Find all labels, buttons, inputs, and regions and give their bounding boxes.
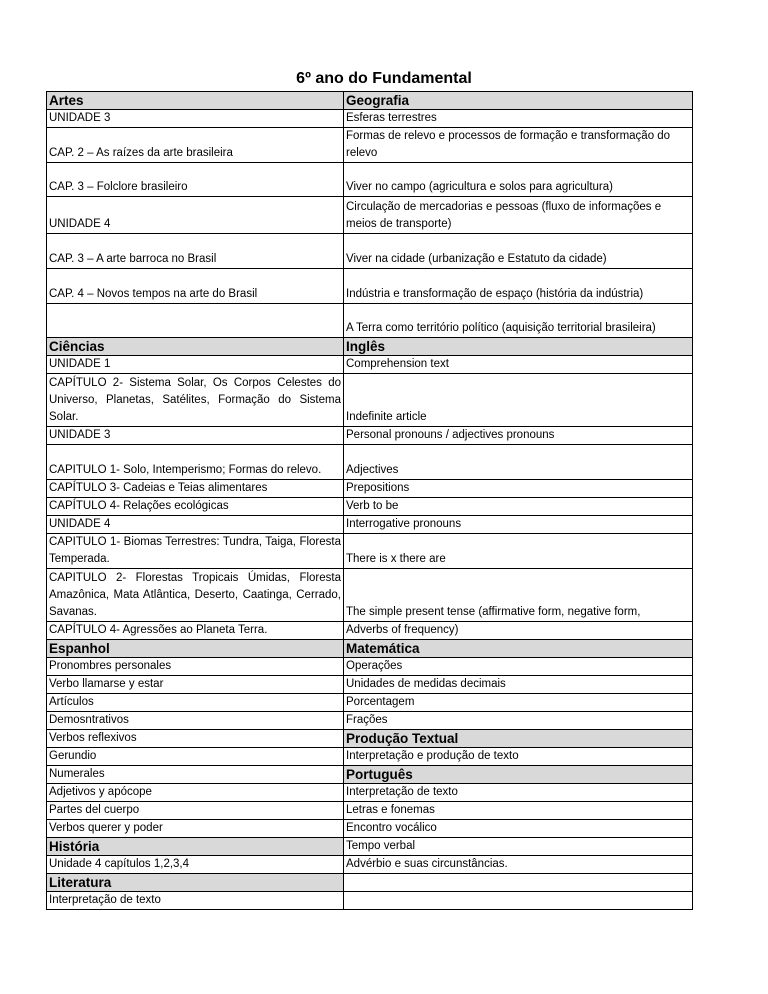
left-cell: CAPITULO 1- Solo, Intemperismo; Formas do relevo. — [47, 445, 344, 480]
right-cell: Viver na cidade (urbanização e Estatuto da cidade) — [344, 234, 693, 269]
curriculum-table — [46, 91, 693, 910]
left-cell: UNIDADE 3 — [47, 427, 344, 445]
right-cell — [344, 892, 693, 910]
table-row — [47, 480, 693, 498]
left-cell: CAPITULO 2- Florestas Tropicais Úmidas, Floresta Amazônica, Mata Atlântica, Deserto, Caatinga, Cerrado, Savanas. — [47, 569, 344, 622]
right-cell: There is x there are — [344, 534, 693, 569]
table-row — [47, 498, 693, 516]
left-cell: UNIDADE 4 — [47, 197, 344, 234]
right-cell: Tempo verbal — [344, 838, 693, 856]
right-cell: The simple present tense (affirmative form, negative form, — [344, 569, 693, 622]
left-cell: Demosntrativos — [47, 712, 344, 730]
right-cell: Formas de relevo e processos de formação e transformação do relevo — [344, 128, 693, 163]
left-cell: Artículos — [47, 694, 344, 712]
table-row — [47, 516, 693, 534]
left-cell: CAP. 2 – As raízes da arte brasileira — [47, 128, 344, 163]
right-cell: Personal pronouns / adjectives pronouns — [344, 427, 693, 445]
table-row — [47, 534, 693, 569]
table-row — [47, 856, 693, 874]
subject-header: Geografia — [344, 92, 693, 110]
subject-header: Artes — [47, 92, 344, 110]
left-cell: Partes del cuerpo — [47, 802, 344, 820]
table-row — [47, 197, 693, 234]
left-cell — [47, 304, 344, 338]
left-cell: Pronombres personales — [47, 658, 344, 676]
right-cell: Adverbs of frequency) — [344, 622, 693, 640]
table-row — [47, 304, 693, 338]
curriculum-table-body — [47, 92, 693, 910]
table-row — [47, 712, 693, 730]
table-row — [47, 784, 693, 802]
table-row — [47, 892, 693, 910]
subject-header: Inglês — [344, 338, 693, 356]
table-row — [47, 427, 693, 445]
right-cell: Operações — [344, 658, 693, 676]
table-row — [47, 269, 693, 304]
right-cell: Advérbio e suas circunstâncias. — [344, 856, 693, 874]
table-row — [47, 128, 693, 163]
right-cell: Frações — [344, 712, 693, 730]
left-cell: CAPÍTULO 4- Agressões ao Planeta Terra. — [47, 622, 344, 640]
right-cell: Indefinite article — [344, 374, 693, 427]
right-cell: Viver no campo (agricultura e solos para agricultura) — [344, 163, 693, 197]
left-cell: CAP. 4 – Novos tempos na arte do Brasil — [47, 269, 344, 304]
left-cell: UNIDADE 3 — [47, 110, 344, 128]
table-row — [47, 694, 693, 712]
left-cell: Verbos reflexivos — [47, 730, 344, 748]
table-row — [47, 874, 693, 892]
right-cell: Interpretação de texto — [344, 784, 693, 802]
right-cell: Comprehension text — [344, 356, 693, 374]
right-cell: Adjectives — [344, 445, 693, 480]
table-row — [47, 748, 693, 766]
table-row — [47, 445, 693, 480]
left-cell: Gerundio — [47, 748, 344, 766]
table-row — [47, 838, 693, 856]
right-cell: Unidades de medidas decimais — [344, 676, 693, 694]
subject-header: Português — [344, 766, 693, 784]
right-cell: Indústria e transformação de espaço (história da indústria) — [344, 269, 693, 304]
right-cell: A Terra como território político (aquisição territorial brasileira) — [344, 304, 693, 338]
left-cell: CAP. 3 – A arte barroca no Brasil — [47, 234, 344, 269]
table-row — [47, 338, 693, 356]
right-cell: Interrogative pronouns — [344, 516, 693, 534]
right-cell: Verb to be — [344, 498, 693, 516]
left-cell: Interpretação de texto — [47, 892, 344, 910]
right-cell: Letras e fonemas — [344, 802, 693, 820]
right-cell: Circulação de mercadorias e pessoas (fluxo de informações e meios de transporte) — [344, 197, 693, 234]
left-cell: UNIDADE 1 — [47, 356, 344, 374]
table-row — [47, 766, 693, 784]
left-cell: CAP. 3 – Folclore brasileiro — [47, 163, 344, 197]
table-row — [47, 802, 693, 820]
left-cell: Adjetivos y apócope — [47, 784, 344, 802]
table-row — [47, 356, 693, 374]
left-cell: CAPÍTULO 4- Relações ecológicas — [47, 498, 344, 516]
table-row — [47, 658, 693, 676]
table-row — [47, 234, 693, 269]
right-cell: Esferas terrestres — [344, 110, 693, 128]
table-row — [47, 374, 693, 427]
page-title: 6º ano do Fundamental — [296, 70, 472, 87]
right-cell: Encontro vocálico — [344, 820, 693, 838]
left-cell: Numerales — [47, 766, 344, 784]
right-cell: Porcentagem — [344, 694, 693, 712]
subject-header: Espanhol — [47, 640, 344, 658]
subject-header: Matemática — [344, 640, 693, 658]
table-row — [47, 820, 693, 838]
left-cell: CAPÍTULO 2- Sistema Solar, Os Corpos Celestes do Universo, Planetas, Satélites, Formação do Sistema Solar. — [47, 374, 344, 427]
left-cell: Unidade 4 capítulos 1,2,3,4 — [47, 856, 344, 874]
table-row — [47, 569, 693, 622]
subject-header: Produção Textual — [344, 730, 693, 748]
table-row — [47, 92, 693, 110]
left-cell: CAPÍTULO 3- Cadeias e Teias alimentares — [47, 480, 344, 498]
table-row — [47, 640, 693, 658]
table-row — [47, 110, 693, 128]
left-cell: Verbo llamarse y estar — [47, 676, 344, 694]
left-cell: Verbos querer y poder — [47, 820, 344, 838]
table-row — [47, 730, 693, 748]
table-row — [47, 163, 693, 197]
left-cell: CAPITULO 1- Biomas Terrestres: Tundra, Taiga, Floresta Temperada. — [47, 534, 344, 569]
right-cell: Prepositions — [344, 480, 693, 498]
subject-header: Literatura — [47, 874, 344, 892]
table-row — [47, 622, 693, 640]
subject-header: Ciências — [47, 338, 344, 356]
table-row — [47, 676, 693, 694]
right-cell: Interpretação e produção de texto — [344, 748, 693, 766]
right-cell — [344, 874, 693, 892]
left-cell: UNIDADE 4 — [47, 516, 344, 534]
subject-header: História — [47, 838, 344, 856]
